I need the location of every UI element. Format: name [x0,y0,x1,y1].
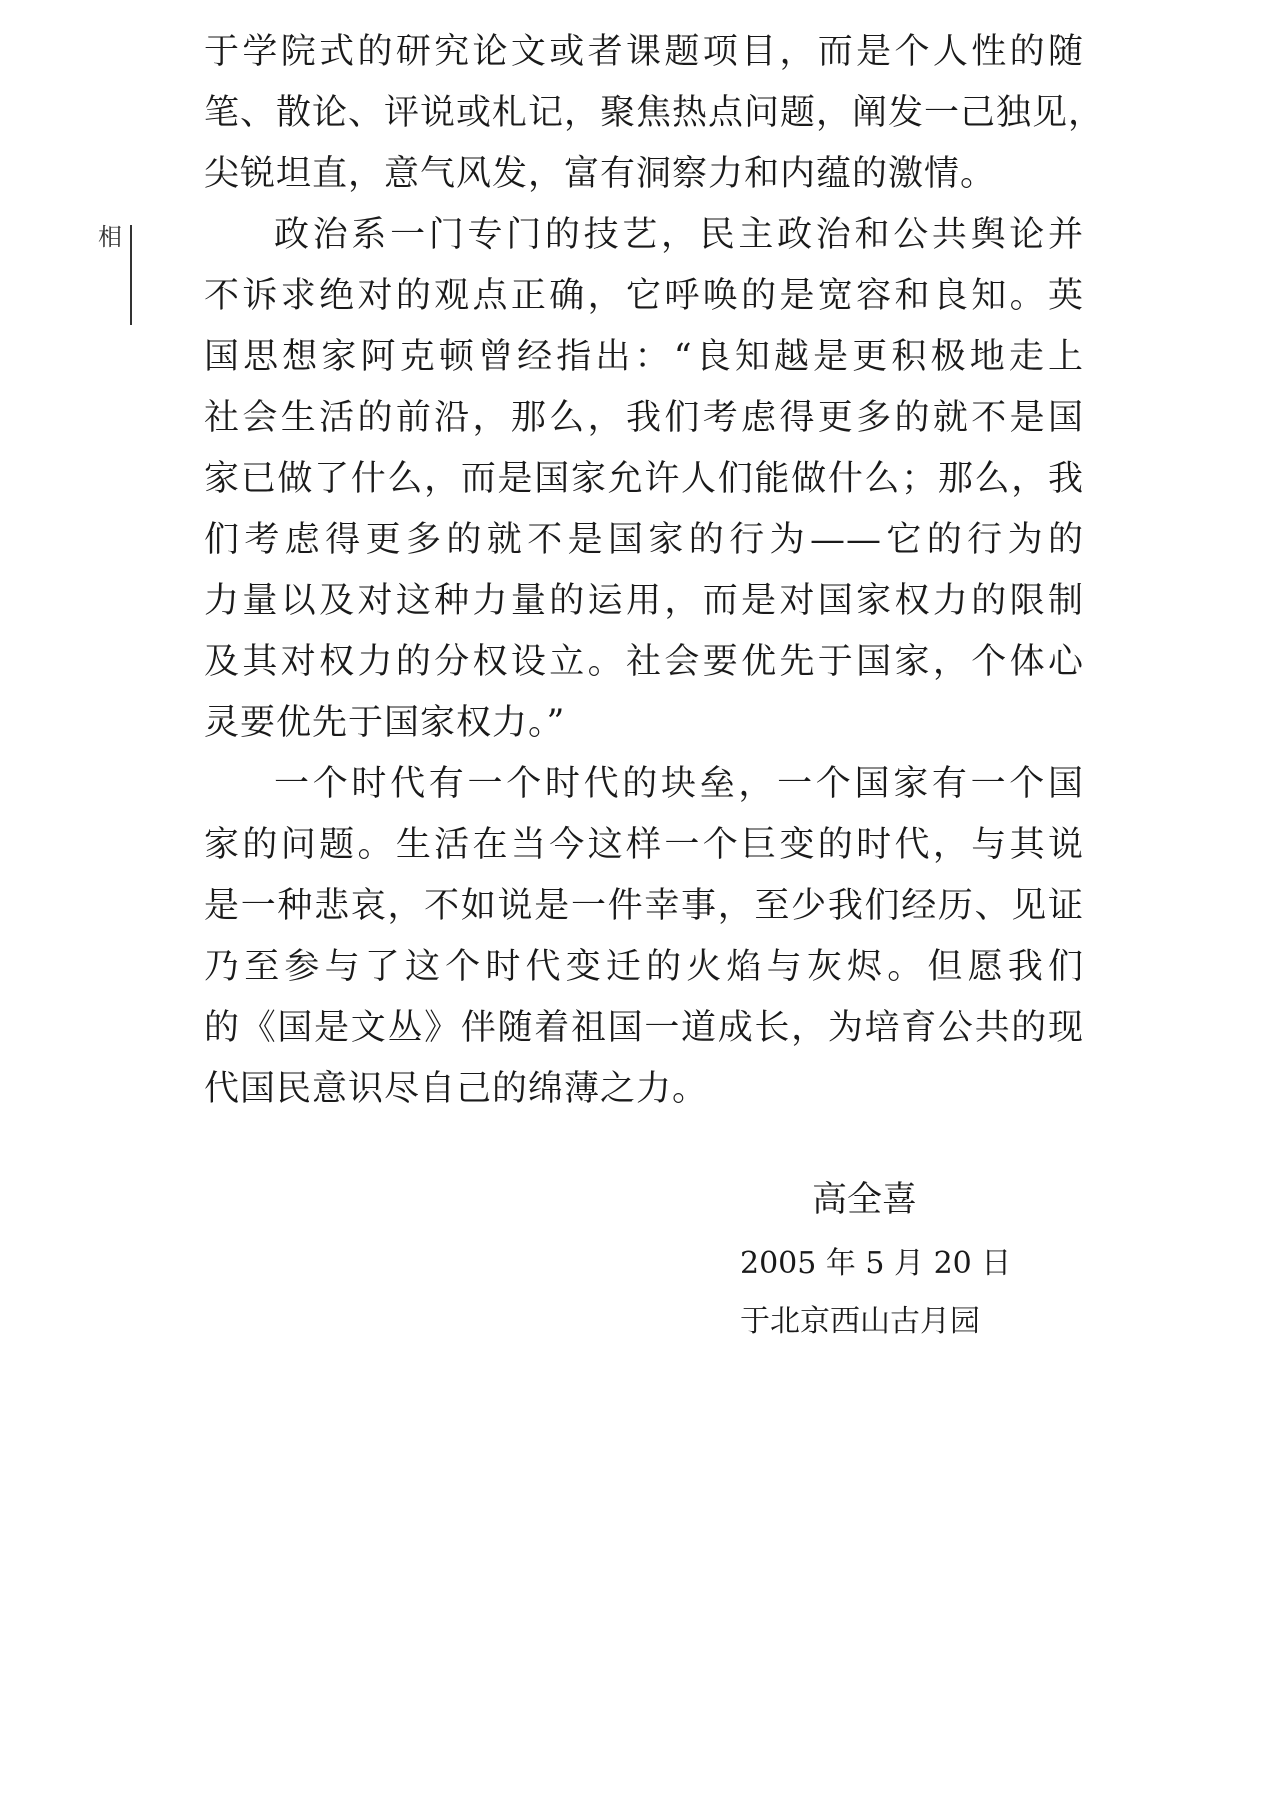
margin-fragment-mid: 相 [98,223,122,251]
author-name: 高全喜 [812,1180,918,1220]
text-line: 国思想家阿克顿曾经指出：“良知越是更积极地走上 [204,337,1084,377]
text-line: 灵要优先于国家权力。” [204,703,566,743]
text-line: 们考虑得更多的就不是国家的行为——它的行为的 [204,520,1084,560]
signature-date: 2005 年 5 月 20 日 [740,1246,1012,1281]
text-line: 一个时代有一个时代的块垒，一个国家有一个国 [274,764,1084,804]
text-line: 尖锐坦直，意气风发，富有洞察力和内蕴的激情。 [204,154,997,194]
text-line: 及其对权力的分权设立。社会要优先于国家，个体心 [204,642,1084,682]
text-line: 于学院式的研究论文或者课题项目，而是个人性的随 [204,32,1084,72]
margin-rule [130,225,132,325]
signature-place: 于北京西山古月园 [740,1304,980,1339]
text-line: 不诉求绝对的观点正确，它呼唤的是宽容和良知。英 [204,276,1084,316]
text-line: 家已做了什么，而是国家允许人们能做什么；那么，我 [204,459,1084,499]
text-line: 乃至参与了这个时代变迁的火焰与灰烬。但愿我们 [204,947,1084,987]
text-line: 是一种悲哀，不如说是一件幸事，至少我们经历、见证 [204,886,1084,926]
text-line: 力量以及对这种力量的运用，而是对国家权力的限制 [204,581,1084,621]
text-line: 笔、散论、评说或札记，聚焦热点问题，阐发一己独见， [204,93,1105,133]
body-text [204,22,1105,1120]
text-line: 的《国是文丛》伴随着祖国一道成长，为培育公共的现 [204,1008,1084,1048]
text-line: 家的问题。生活在当今这样一个巨变的时代，与其说 [204,825,1084,865]
text-line: 政治系一门专门的技艺，民主政治和公共舆论并 [274,215,1084,255]
text-line: 代国民意识尽自己的绵薄之力。 [204,1069,709,1109]
text-line: 社会生活的前沿，那么，我们考虑得更多的就不是国 [204,398,1084,438]
